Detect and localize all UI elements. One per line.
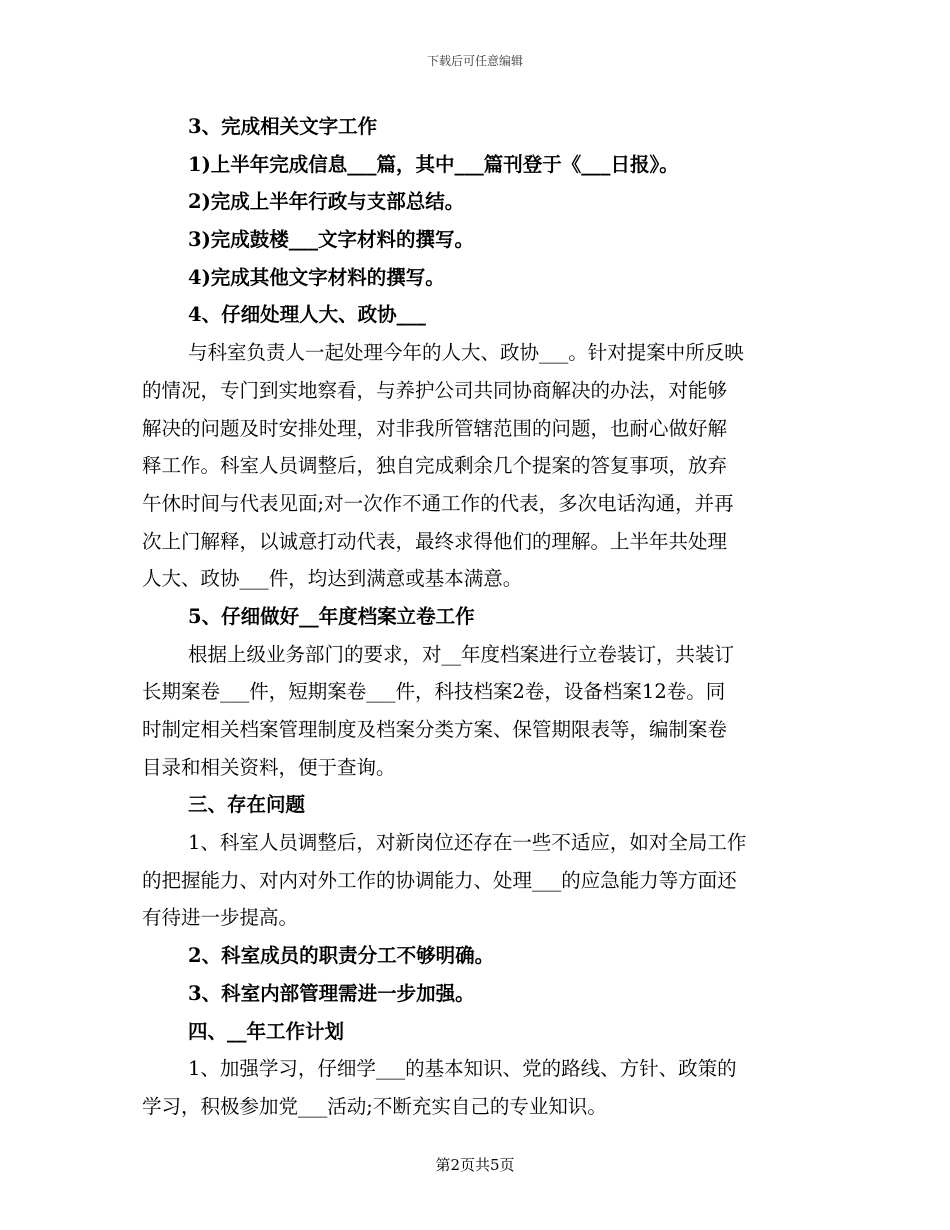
paragraph-line: 人大、政协___件，均达到满意或基本满意。 — [142, 567, 523, 591]
paragraph-line: 1、科室人员调整后，对新岗位还存在一些不适应，如对全局工作 — [188, 831, 747, 855]
paragraph-line: 长期案卷___件，短期案卷___件，科技档案2卷，设备档案12卷。同 — [142, 680, 726, 704]
paragraph-line: 的情况，专门到实地察看，与养护公司共同协商解决的办法，对能够 — [142, 378, 728, 402]
section-heading-line: 四、__年工作计划 — [188, 1019, 345, 1043]
paragraph-line: 次上门解释，以诚意打动代表，最终求得他们的理解。上半年共处理 — [142, 529, 728, 553]
paragraph-line: 解决的问题及时安排处理，对非我所管辖范围的问题，也耐心做好解 — [142, 416, 728, 440]
section-heading-line: 4)完成其他文字材料的撰写。 — [188, 265, 445, 289]
paragraph-line: 目录和相关资料，便于查询。 — [142, 755, 396, 779]
paragraph-line: 释工作。科室人员调整后，独自完成剩余几个提案的答复事项，放弃 — [142, 454, 728, 478]
paragraph-line: 午休时间与代表见面;对一次作不通工作的代表，多次电话沟通，并再 — [142, 491, 734, 515]
paragraph-line: 与科室负责人一起处理今年的人大、政协___。针对提案中所反映 — [188, 341, 744, 365]
paragraph-line: 有待进一步提高。 — [142, 906, 299, 930]
paragraph-line: 1、加强学习，仔细学___的基本知识、党的路线、方针、政策的 — [188, 1057, 737, 1081]
section-heading-line: 2、科室成员的职责分工不够明确。 — [188, 944, 495, 968]
section-heading-line: 5、仔细做好__年度档案立卷工作 — [188, 604, 475, 628]
section-heading-line: 3、科室内部管理需进一步加强。 — [188, 981, 475, 1005]
paragraph-line: 根据上级业务部门的要求，对__年度档案进行立卷装订，共装订 — [188, 642, 735, 666]
section-heading-line: 1)上半年完成信息___篇，其中___篇刊登于《___日报》。 — [188, 152, 679, 176]
page-footer: 第2页共5页 — [435, 1156, 515, 1174]
paragraph-line: 时制定相关档案管理制度及档案分类方案、保管期限表等，编制案卷 — [142, 718, 728, 741]
section-heading-line: 2)完成上半年行政与支部总结。 — [188, 190, 465, 214]
section-heading-line: 3、完成相关文字工作 — [188, 115, 378, 138]
page-header: 下载后可任意编辑 — [426, 54, 523, 68]
document-body — [142, 108, 812, 1126]
paragraph-line: 学习，积极参加党___活动;不断充实自己的专业知识。 — [142, 1094, 607, 1118]
section-heading-line: 三、存在问题 — [188, 793, 306, 817]
paragraph-line: 的把握能力、对内对外工作的协调能力、处理___的应急能力等方面还 — [142, 868, 737, 892]
section-heading-line: 4、仔细处理人大、政协___ — [188, 303, 426, 327]
section-heading-line: 3)完成鼓楼___文字材料的撰写。 — [188, 228, 475, 252]
